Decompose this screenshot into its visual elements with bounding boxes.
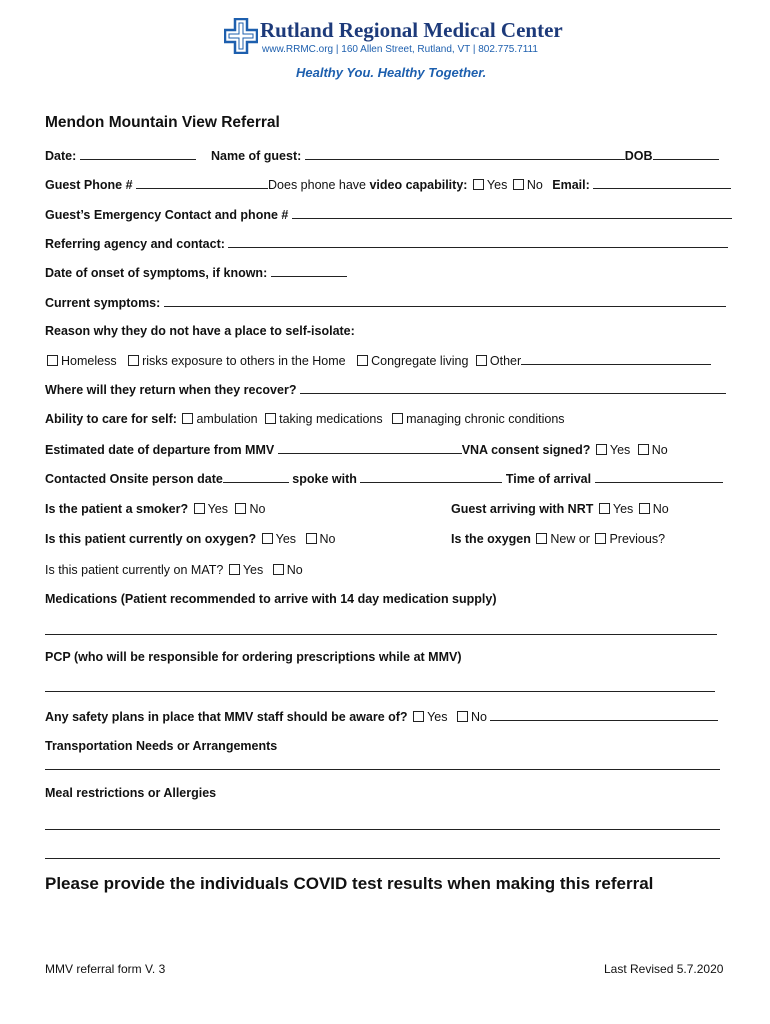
smoker-yes-label: Yes: [207, 502, 228, 516]
covid-notice: Please provide the individuals COVID test results when making this referral: [45, 874, 654, 893]
medications-option-label: taking medications: [279, 412, 383, 426]
smoker-no-checkbox[interactable]: [235, 503, 246, 514]
pcp-label: PCP (who will be responsible for ordering prescriptions while at MMV): [45, 650, 462, 664]
video-yes-label: Yes: [486, 178, 508, 192]
org-name: Rutland Regional Medical Center: [260, 18, 563, 42]
spoke-label: spoke with: [292, 472, 357, 486]
emergency-label: Guest’s Emergency Contact and phone #: [45, 208, 289, 222]
oxygen-label: Is this patient currently on oxygen?: [45, 532, 257, 546]
video-question-prefix: Does phone have: [268, 178, 370, 192]
safety-yes-label: Yes: [427, 710, 448, 724]
vna-label: VNA consent signed?: [461, 443, 591, 457]
spoke-field[interactable]: [360, 471, 502, 483]
ambulation-checkbox[interactable]: [182, 413, 193, 424]
safety-field[interactable]: [490, 709, 718, 721]
onset-row: [45, 265, 347, 281]
oxygen-no-label: No: [319, 532, 336, 546]
meal-label: Meal restrictions or Allergies: [45, 786, 217, 800]
onset-label: Date of onset of symptoms, if known:: [45, 266, 268, 280]
oxygen-yes-checkbox[interactable]: [262, 533, 273, 544]
symptoms-label: Current symptoms:: [45, 296, 161, 310]
mat-label: Is this patient currently on MAT?: [45, 563, 224, 577]
guest-name-row: [211, 148, 719, 164]
smoker-yes-checkbox[interactable]: [194, 503, 205, 514]
risks-label: risks exposure to others in the Home: [142, 354, 346, 368]
nrt-no-label: No: [652, 502, 669, 516]
referring-label: Referring agency and contact:: [45, 237, 225, 251]
ambulation-label: ambulation: [196, 412, 258, 426]
chronic-label: managing chronic conditions: [406, 412, 565, 426]
isolate-label: Reason why they do not have a place to self-isolate:: [45, 324, 355, 338]
video-no-label: No: [526, 178, 543, 192]
return-row: [45, 382, 726, 398]
nrt-yes-label: Yes: [612, 502, 634, 516]
smoker-row: [45, 502, 265, 517]
emergency-field[interactable]: [292, 207, 732, 219]
nrt-yes-checkbox[interactable]: [599, 503, 610, 514]
nrt-label: Guest arriving with NRT: [451, 502, 594, 516]
onset-field[interactable]: [271, 265, 347, 277]
mat-yes-label: Yes: [242, 563, 264, 577]
homeless-checkbox[interactable]: [47, 355, 58, 366]
form-title: Mendon Mountain View Referral: [45, 114, 280, 131]
guest-name-label: Name of guest:: [211, 149, 302, 163]
symptoms-row: [45, 295, 726, 311]
guest-phone-row: [45, 177, 731, 193]
referring-row: [45, 236, 728, 252]
homeless-label: Homeless: [61, 354, 117, 368]
safety-yes-checkbox[interactable]: [413, 711, 424, 722]
pcp-field[interactable]: [45, 691, 715, 692]
medications-checkbox[interactable]: [265, 413, 276, 424]
transport-label: Transportation Needs or Arrangements: [45, 739, 278, 753]
oxygen-type-label: Is the oxygen: [451, 532, 531, 546]
video-yes-checkbox[interactable]: [473, 179, 484, 190]
org-tagline: Healthy You. Healthy Together.: [296, 65, 487, 80]
oxygen-previous-checkbox[interactable]: [595, 533, 606, 544]
revision-date: Last Revised 5.7.2020: [604, 962, 724, 976]
meal-field-1[interactable]: [45, 829, 720, 830]
onsite-label: Contacted Onsite person date: [45, 472, 223, 486]
return-label: Where will they return when they recover?: [45, 383, 297, 397]
date-field[interactable]: [80, 148, 196, 160]
nrt-row: [451, 502, 669, 517]
mat-no-label: No: [286, 563, 303, 577]
email-label: Email:: [552, 178, 590, 192]
dob-field[interactable]: [653, 148, 719, 160]
guest-name-field[interactable]: [305, 148, 625, 160]
medications-field[interactable]: [45, 634, 717, 635]
oxygen-new-checkbox[interactable]: [536, 533, 547, 544]
vna-yes-label: Yes: [609, 443, 631, 457]
safety-no-label: No: [470, 710, 487, 724]
vna-no-checkbox[interactable]: [638, 444, 649, 455]
oxygen-type-row: [451, 532, 665, 547]
onsite-date-field[interactable]: [223, 471, 289, 483]
dob-label: DOB: [624, 149, 653, 163]
oxygen-no-checkbox[interactable]: [306, 533, 317, 544]
oxygen-row: [45, 532, 336, 547]
nrt-no-checkbox[interactable]: [639, 503, 650, 514]
other-checkbox[interactable]: [476, 355, 487, 366]
risks-checkbox[interactable]: [128, 355, 139, 366]
mat-row: [45, 563, 303, 578]
symptoms-field[interactable]: [164, 295, 726, 307]
org-contact: www.RRMC.org | 160 Allen Street, Rutland, VT | 802.775.7111: [262, 44, 538, 55]
arrival-field[interactable]: [595, 471, 723, 483]
smoker-label: Is the patient a smoker?: [45, 502, 189, 516]
mat-no-checkbox[interactable]: [273, 564, 284, 575]
congregate-label: Congregate living: [371, 354, 469, 368]
onsite-row: [45, 471, 723, 487]
safety-row: [45, 709, 718, 725]
other-label: Other: [489, 354, 522, 368]
chronic-checkbox[interactable]: [392, 413, 403, 424]
selfcare-label: Ability to care for self:: [45, 412, 177, 426]
smoker-no-label: No: [249, 502, 266, 516]
oxygen-new-label: New or: [550, 532, 590, 546]
form-version: MMV referral form V. 3: [45, 962, 166, 976]
safety-no-checkbox[interactable]: [457, 711, 468, 722]
oxygen-previous-label: Previous?: [609, 532, 666, 546]
video-question: video capability:: [369, 178, 468, 192]
referring-field[interactable]: [228, 236, 728, 248]
email-field[interactable]: [593, 177, 731, 189]
selfcare-row: [45, 412, 565, 427]
video-no-checkbox[interactable]: [513, 179, 524, 190]
vna-yes-checkbox[interactable]: [596, 444, 607, 455]
guest-phone-field[interactable]: [136, 177, 268, 189]
date-label: Date:: [45, 149, 77, 163]
medical-cross-icon: [224, 18, 258, 54]
safety-label: Any safety plans in place that MMV staff should be aware of?: [45, 710, 408, 724]
congregate-checkbox[interactable]: [357, 355, 368, 366]
oxygen-yes-label: Yes: [275, 532, 297, 546]
emergency-row: [45, 207, 732, 223]
transport-field[interactable]: [45, 769, 720, 770]
other-field[interactable]: [521, 353, 711, 365]
mat-yes-checkbox[interactable]: [229, 564, 240, 575]
date-row: [45, 148, 196, 164]
departure-label: Estimated date of departure from MMV: [45, 443, 275, 457]
isolate-options-row: [45, 353, 711, 369]
vna-no-label: No: [651, 443, 668, 457]
meal-field-2[interactable]: [45, 858, 720, 859]
departure-row: [45, 442, 668, 458]
return-field[interactable]: [300, 382, 726, 394]
departure-field[interactable]: [278, 442, 462, 454]
medications-label: Medications (Patient recommended to arrive with 14 day medication supply): [45, 592, 497, 606]
guest-phone-label: Guest Phone #: [45, 178, 133, 192]
arrival-label: Time of arrival: [505, 472, 592, 486]
